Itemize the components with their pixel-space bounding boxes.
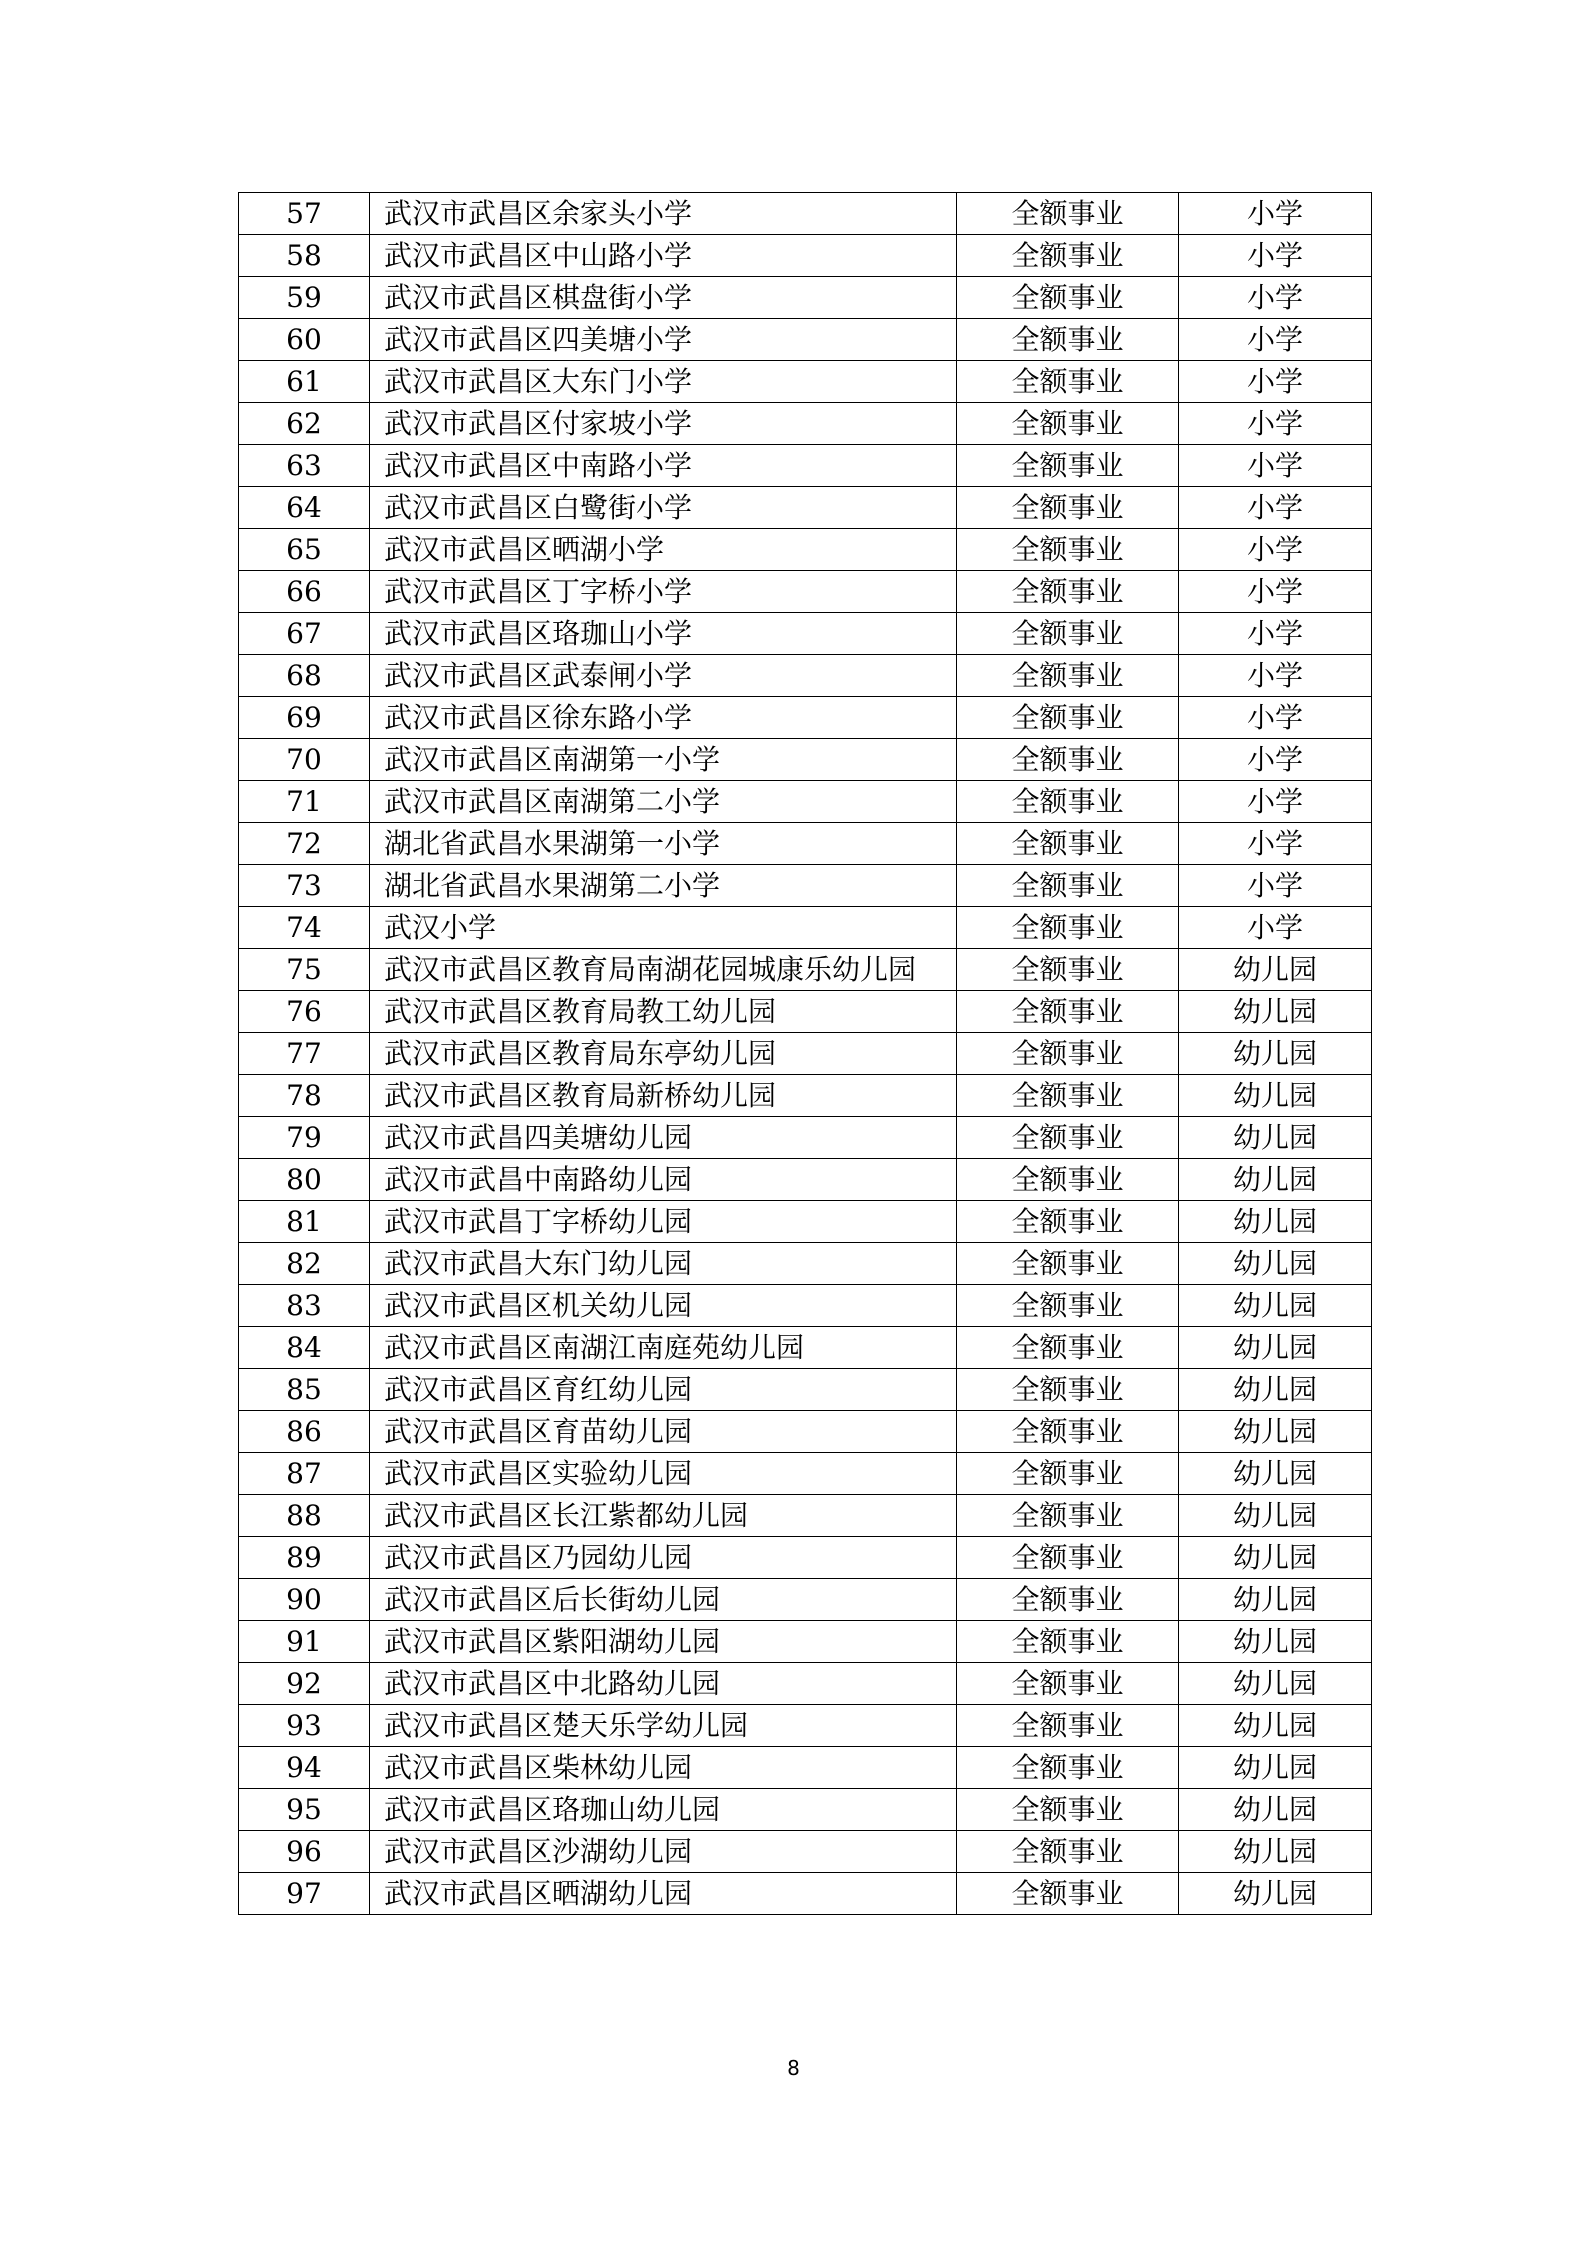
institution-name-cell: 湖北省武昌水果湖第一小学	[370, 823, 957, 865]
institution-name-cell: 湖北省武昌水果湖第二小学	[370, 865, 957, 907]
funding-type-cell: 全额事业	[957, 1831, 1179, 1873]
table-row	[239, 697, 1372, 739]
table-row	[239, 1579, 1372, 1621]
funding-type-cell: 全额事业	[957, 1663, 1179, 1705]
row-number-cell: 94	[239, 1747, 370, 1789]
row-number-cell: 58	[239, 235, 370, 277]
institution-name-cell: 武汉市武昌区中北路幼儿园	[370, 1663, 957, 1705]
table-row	[239, 907, 1372, 949]
institution-name-cell: 武汉市武昌区珞珈山幼儿园	[370, 1789, 957, 1831]
row-number-cell: 85	[239, 1369, 370, 1411]
funding-type-cell: 全额事业	[957, 613, 1179, 655]
school-level-cell: 小学	[1179, 823, 1372, 865]
funding-type-cell: 全额事业	[957, 1243, 1179, 1285]
row-number-cell: 68	[239, 655, 370, 697]
row-number-cell: 91	[239, 1621, 370, 1663]
row-number-cell: 61	[239, 361, 370, 403]
row-number-cell: 76	[239, 991, 370, 1033]
institution-name-cell: 武汉市武昌区余家头小学	[370, 193, 957, 235]
school-level-cell: 幼儿园	[1179, 1159, 1372, 1201]
school-level-cell: 小学	[1179, 613, 1372, 655]
school-level-cell: 幼儿园	[1179, 949, 1372, 991]
table-row	[239, 1621, 1372, 1663]
row-number-cell: 74	[239, 907, 370, 949]
school-level-cell: 幼儿园	[1179, 1033, 1372, 1075]
funding-type-cell: 全额事业	[957, 1579, 1179, 1621]
funding-type-cell: 全额事业	[957, 487, 1179, 529]
row-number-cell: 73	[239, 865, 370, 907]
table-row	[239, 1159, 1372, 1201]
table-row	[239, 949, 1372, 991]
funding-type-cell: 全额事业	[957, 1369, 1179, 1411]
row-number-cell: 57	[239, 193, 370, 235]
funding-type-cell: 全额事业	[957, 1201, 1179, 1243]
school-level-cell: 小学	[1179, 655, 1372, 697]
funding-type-cell: 全额事业	[957, 1159, 1179, 1201]
school-level-cell: 幼儿园	[1179, 1117, 1372, 1159]
institution-name-cell: 武汉市武昌大东门幼儿园	[370, 1243, 957, 1285]
table-row	[239, 571, 1372, 613]
table-row	[239, 361, 1372, 403]
table-row	[239, 613, 1372, 655]
table-row	[239, 529, 1372, 571]
funding-type-cell: 全额事业	[957, 655, 1179, 697]
institution-name-cell: 武汉市武昌区楚天乐学幼儿园	[370, 1705, 957, 1747]
row-number-cell: 67	[239, 613, 370, 655]
school-level-cell: 幼儿园	[1179, 1285, 1372, 1327]
school-level-cell: 幼儿园	[1179, 1243, 1372, 1285]
school-level-cell: 小学	[1179, 445, 1372, 487]
row-number-cell: 82	[239, 1243, 370, 1285]
row-number-cell: 92	[239, 1663, 370, 1705]
school-level-cell: 幼儿园	[1179, 1327, 1372, 1369]
funding-type-cell: 全额事业	[957, 1747, 1179, 1789]
table-row	[239, 823, 1372, 865]
row-number-cell: 83	[239, 1285, 370, 1327]
table-row	[239, 487, 1372, 529]
institution-name-cell: 武汉市武昌区后长街幼儿园	[370, 1579, 957, 1621]
row-number-cell: 72	[239, 823, 370, 865]
funding-type-cell: 全额事业	[957, 1789, 1179, 1831]
funding-type-cell: 全额事业	[957, 277, 1179, 319]
table-row	[239, 403, 1372, 445]
institution-name-cell: 武汉市武昌区白鹭街小学	[370, 487, 957, 529]
funding-type-cell: 全额事业	[957, 1075, 1179, 1117]
institution-name-cell: 武汉市武昌区徐东路小学	[370, 697, 957, 739]
institution-name-cell: 武汉市武昌中南路幼儿园	[370, 1159, 957, 1201]
institution-name-cell: 武汉市武昌区教育局教工幼儿园	[370, 991, 957, 1033]
school-level-cell: 幼儿园	[1179, 1747, 1372, 1789]
institution-name-cell: 武汉市武昌区晒湖小学	[370, 529, 957, 571]
table-row	[239, 1663, 1372, 1705]
institution-name-cell: 武汉市武昌区南湖江南庭苑幼儿园	[370, 1327, 957, 1369]
institution-name-cell: 武汉市武昌区沙湖幼儿园	[370, 1831, 957, 1873]
funding-type-cell: 全额事业	[957, 823, 1179, 865]
institution-name-cell: 武汉市武昌区中南路小学	[370, 445, 957, 487]
funding-type-cell: 全额事业	[957, 991, 1179, 1033]
school-level-cell: 小学	[1179, 487, 1372, 529]
row-number-cell: 71	[239, 781, 370, 823]
institution-name-cell: 武汉市武昌区棋盘街小学	[370, 277, 957, 319]
table-row	[239, 1831, 1372, 1873]
table-row	[239, 1075, 1372, 1117]
funding-type-cell: 全额事业	[957, 529, 1179, 571]
institution-name-cell: 武汉市武昌区丁字桥小学	[370, 571, 957, 613]
school-level-cell: 幼儿园	[1179, 1495, 1372, 1537]
institution-name-cell: 武汉市武昌四美塘幼儿园	[370, 1117, 957, 1159]
school-level-cell: 小学	[1179, 361, 1372, 403]
row-number-cell: 97	[239, 1873, 370, 1915]
institution-table-body	[239, 193, 1372, 1915]
funding-type-cell: 全额事业	[957, 781, 1179, 823]
row-number-cell: 69	[239, 697, 370, 739]
funding-type-cell: 全额事业	[957, 1873, 1179, 1915]
school-level-cell: 小学	[1179, 529, 1372, 571]
institution-name-cell: 武汉市武昌区教育局新桥幼儿园	[370, 1075, 957, 1117]
school-level-cell: 幼儿园	[1179, 1075, 1372, 1117]
school-level-cell: 幼儿园	[1179, 991, 1372, 1033]
row-number-cell: 77	[239, 1033, 370, 1075]
school-level-cell: 小学	[1179, 193, 1372, 235]
school-level-cell: 幼儿园	[1179, 1873, 1372, 1915]
funding-type-cell: 全额事业	[957, 361, 1179, 403]
institution-name-cell: 武汉市武昌区紫阳湖幼儿园	[370, 1621, 957, 1663]
funding-type-cell: 全额事业	[957, 571, 1179, 613]
table-row	[239, 1453, 1372, 1495]
table-row	[239, 1411, 1372, 1453]
row-number-cell: 93	[239, 1705, 370, 1747]
row-number-cell: 64	[239, 487, 370, 529]
funding-type-cell: 全额事业	[957, 445, 1179, 487]
funding-type-cell: 全额事业	[957, 1495, 1179, 1537]
funding-type-cell: 全额事业	[957, 1327, 1179, 1369]
institution-name-cell: 武汉市武昌丁字桥幼儿园	[370, 1201, 957, 1243]
row-number-cell: 59	[239, 277, 370, 319]
table-row	[239, 319, 1372, 361]
funding-type-cell: 全额事业	[957, 1411, 1179, 1453]
school-level-cell: 幼儿园	[1179, 1789, 1372, 1831]
institution-table	[238, 192, 1372, 1915]
table-row	[239, 781, 1372, 823]
funding-type-cell: 全额事业	[957, 193, 1179, 235]
institution-name-cell: 武汉市武昌区武泰闸小学	[370, 655, 957, 697]
school-level-cell: 幼儿园	[1179, 1369, 1372, 1411]
table-row	[239, 1033, 1372, 1075]
school-level-cell: 幼儿园	[1179, 1831, 1372, 1873]
institution-name-cell: 武汉市武昌区育苗幼儿园	[370, 1411, 957, 1453]
institution-name-cell: 武汉小学	[370, 907, 957, 949]
funding-type-cell: 全额事业	[957, 739, 1179, 781]
row-number-cell: 88	[239, 1495, 370, 1537]
school-level-cell: 幼儿园	[1179, 1621, 1372, 1663]
funding-type-cell: 全额事业	[957, 1453, 1179, 1495]
institution-name-cell: 武汉市武昌区付家坡小学	[370, 403, 957, 445]
page-number: 8	[787, 2056, 800, 2080]
funding-type-cell: 全额事业	[957, 907, 1179, 949]
table-row	[239, 1789, 1372, 1831]
row-number-cell: 79	[239, 1117, 370, 1159]
table-row	[239, 739, 1372, 781]
institution-name-cell: 武汉市武昌区教育局南湖花园城康乐幼儿园	[370, 949, 957, 991]
school-level-cell: 幼儿园	[1179, 1411, 1372, 1453]
row-number-cell: 87	[239, 1453, 370, 1495]
row-number-cell: 80	[239, 1159, 370, 1201]
school-level-cell: 小学	[1179, 571, 1372, 613]
school-level-cell: 小学	[1179, 865, 1372, 907]
school-level-cell: 小学	[1179, 235, 1372, 277]
table-row	[239, 277, 1372, 319]
funding-type-cell: 全额事业	[957, 865, 1179, 907]
row-number-cell: 90	[239, 1579, 370, 1621]
institution-name-cell: 武汉市武昌区中山路小学	[370, 235, 957, 277]
table-row	[239, 1747, 1372, 1789]
table-row	[239, 1495, 1372, 1537]
funding-type-cell: 全额事业	[957, 403, 1179, 445]
row-number-cell: 65	[239, 529, 370, 571]
school-level-cell: 幼儿园	[1179, 1663, 1372, 1705]
row-number-cell: 66	[239, 571, 370, 613]
table-row	[239, 193, 1372, 235]
table-row	[239, 1873, 1372, 1915]
school-level-cell: 小学	[1179, 781, 1372, 823]
table-row	[239, 1369, 1372, 1411]
institution-name-cell: 武汉市武昌区教育局东亭幼儿园	[370, 1033, 957, 1075]
institution-name-cell: 武汉市武昌区乃园幼儿园	[370, 1537, 957, 1579]
row-number-cell: 86	[239, 1411, 370, 1453]
row-number-cell: 60	[239, 319, 370, 361]
school-level-cell: 小学	[1179, 277, 1372, 319]
row-number-cell: 78	[239, 1075, 370, 1117]
institution-name-cell: 武汉市武昌区南湖第二小学	[370, 781, 957, 823]
funding-type-cell: 全额事业	[957, 697, 1179, 739]
funding-type-cell: 全额事业	[957, 319, 1179, 361]
funding-type-cell: 全额事业	[957, 1033, 1179, 1075]
table-row	[239, 445, 1372, 487]
table-row	[239, 655, 1372, 697]
table-row	[239, 1285, 1372, 1327]
institution-name-cell: 武汉市武昌区晒湖幼儿园	[370, 1873, 957, 1915]
funding-type-cell: 全额事业	[957, 1537, 1179, 1579]
school-level-cell: 幼儿园	[1179, 1579, 1372, 1621]
row-number-cell: 63	[239, 445, 370, 487]
table-row	[239, 1243, 1372, 1285]
institution-name-cell: 武汉市武昌区长江紫都幼儿园	[370, 1495, 957, 1537]
table-row	[239, 1327, 1372, 1369]
school-level-cell: 幼儿园	[1179, 1453, 1372, 1495]
funding-type-cell: 全额事业	[957, 949, 1179, 991]
school-level-cell: 幼儿园	[1179, 1705, 1372, 1747]
funding-type-cell: 全额事业	[957, 1621, 1179, 1663]
table-row	[239, 865, 1372, 907]
table-row	[239, 235, 1372, 277]
institution-name-cell: 武汉市武昌区大东门小学	[370, 361, 957, 403]
row-number-cell: 75	[239, 949, 370, 991]
table-row	[239, 1705, 1372, 1747]
institution-name-cell: 武汉市武昌区珞珈山小学	[370, 613, 957, 655]
table-row	[239, 1537, 1372, 1579]
funding-type-cell: 全额事业	[957, 1705, 1179, 1747]
row-number-cell: 81	[239, 1201, 370, 1243]
institution-name-cell: 武汉市武昌区南湖第一小学	[370, 739, 957, 781]
institution-name-cell: 武汉市武昌区育红幼儿园	[370, 1369, 957, 1411]
school-level-cell: 幼儿园	[1179, 1201, 1372, 1243]
row-number-cell: 62	[239, 403, 370, 445]
row-number-cell: 89	[239, 1537, 370, 1579]
school-level-cell: 小学	[1179, 403, 1372, 445]
table-row	[239, 1117, 1372, 1159]
institution-name-cell: 武汉市武昌区四美塘小学	[370, 319, 957, 361]
school-level-cell: 小学	[1179, 739, 1372, 781]
school-level-cell: 小学	[1179, 319, 1372, 361]
school-level-cell: 小学	[1179, 907, 1372, 949]
row-number-cell: 84	[239, 1327, 370, 1369]
institution-name-cell: 武汉市武昌区机关幼儿园	[370, 1285, 957, 1327]
row-number-cell: 96	[239, 1831, 370, 1873]
funding-type-cell: 全额事业	[957, 1117, 1179, 1159]
table-row	[239, 991, 1372, 1033]
institution-name-cell: 武汉市武昌区实验幼儿园	[370, 1453, 957, 1495]
school-level-cell: 幼儿园	[1179, 1537, 1372, 1579]
funding-type-cell: 全额事业	[957, 235, 1179, 277]
institution-name-cell: 武汉市武昌区柴林幼儿园	[370, 1747, 957, 1789]
school-level-cell: 小学	[1179, 697, 1372, 739]
row-number-cell: 70	[239, 739, 370, 781]
row-number-cell: 95	[239, 1789, 370, 1831]
table-row	[239, 1201, 1372, 1243]
funding-type-cell: 全额事业	[957, 1285, 1179, 1327]
